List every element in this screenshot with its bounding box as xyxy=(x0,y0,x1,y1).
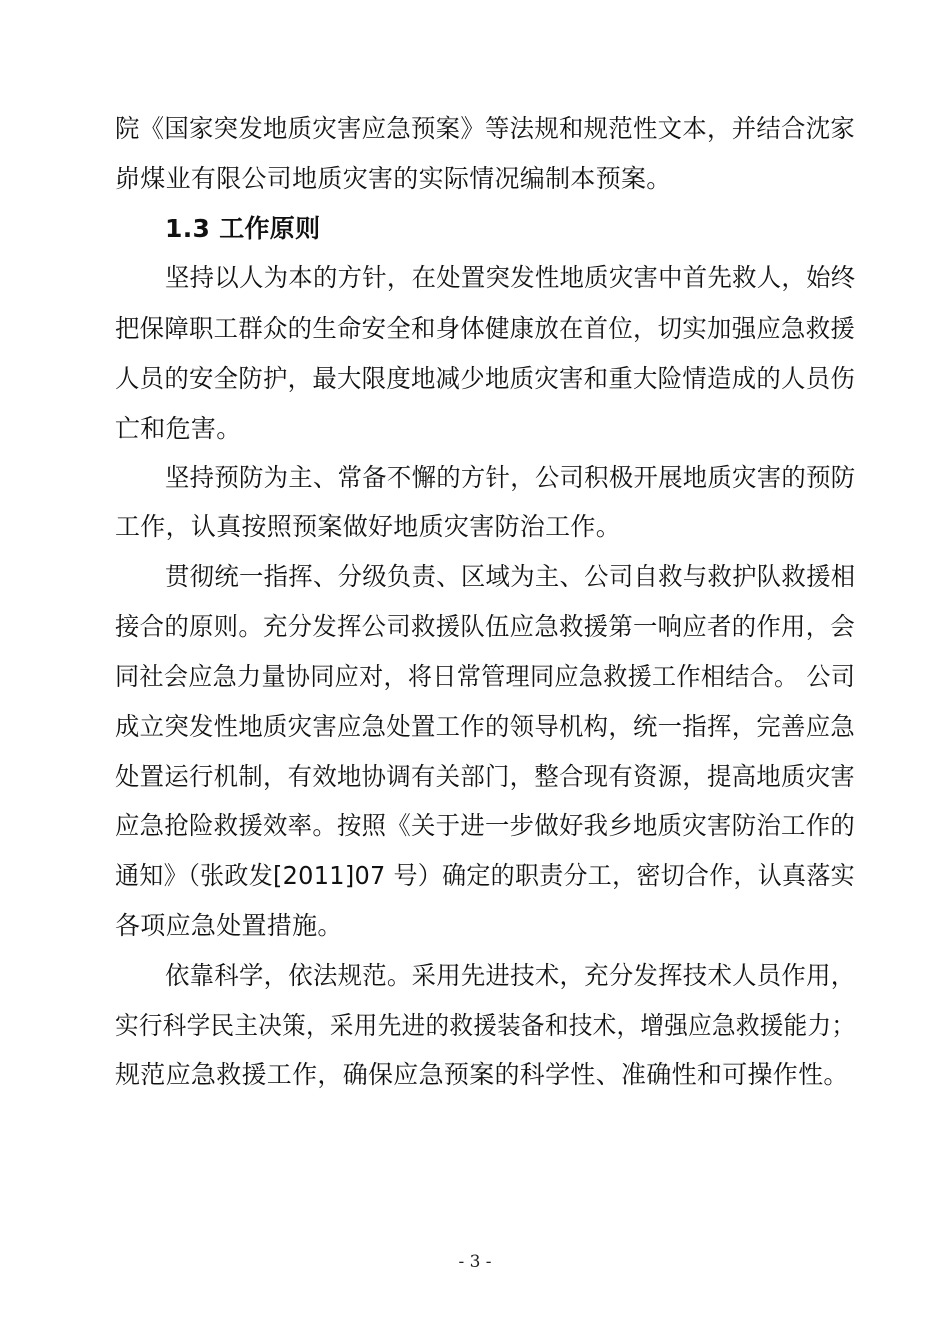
paragraph-line: 成立突发性地质灾害应急处置工作的领导机构，统一指挥，完善应急 xyxy=(115,712,856,741)
paragraph-line: 应急抢险救援效率。按照《关于进一步做好我乡地质灾害防治工作的 xyxy=(115,811,856,840)
paragraph-line: 处置运行机制，有效地协调有关部门，整合现有资源，提高地质灾害 xyxy=(115,762,856,791)
paragraph-line: 依靠科学，依法规范。采用先进技术，充分发挥技术人员作用， xyxy=(165,961,856,990)
paragraph-line: 贯彻统一指挥、分级负责、区域为主、公司自救与救护队救援相 xyxy=(165,562,856,591)
paragraph-line: 各项应急处置措施。 xyxy=(115,911,343,940)
paragraph-line: 坚持预防为主、常备不懈的方针，公司积极开展地质灾害的预防 xyxy=(165,463,856,492)
paragraph-line: 实行科学民主决策，采用先进的救援装备和技术，增强应急救援能力； xyxy=(115,1011,856,1040)
paragraph-line: 把保障职工群众的生命安全和身体健康放在首位，切实加强应急救援 xyxy=(115,314,856,343)
paragraph-line: 坚持以人为本的方针，在处置突发性地质灾害中首先救人，始终 xyxy=(165,263,856,292)
paragraph-line: 院《国家突发地质灾害应急预案》等法规和规范性文本，并结合沈家 xyxy=(115,114,856,143)
paragraph-line: 接合的原则。充分发挥公司救援队伍应急救援第一响应者的作用，会 xyxy=(115,612,856,641)
paragraph-line: 峁煤业有限公司地质灾害的实际情况编制本预案。 xyxy=(115,164,672,193)
paragraph-line: 亡和危害。 xyxy=(115,414,242,443)
page-number: - 3 - xyxy=(458,1252,492,1272)
paragraph-line: 同社会应急力量协同应对，将日常管理同应急救援工作相结合。 公司 xyxy=(115,662,856,691)
paragraph-line: 人员的安全防护，最大限度地减少地质灾害和重大险情造成的人员伤 xyxy=(115,364,856,393)
paragraph-line: 规范应急救援工作，确保应急预案的科学性、准确性和可操作性。 xyxy=(115,1060,849,1089)
paragraph-line: 通知》（张政发[2011]07 号）确定的职责分工，密切合作，认真落实 xyxy=(115,861,855,890)
paragraph-line: 工作，认真按照预案做好地质灾害防治工作。 xyxy=(115,512,622,541)
section-heading: 1.3 工作原则 xyxy=(165,214,321,243)
